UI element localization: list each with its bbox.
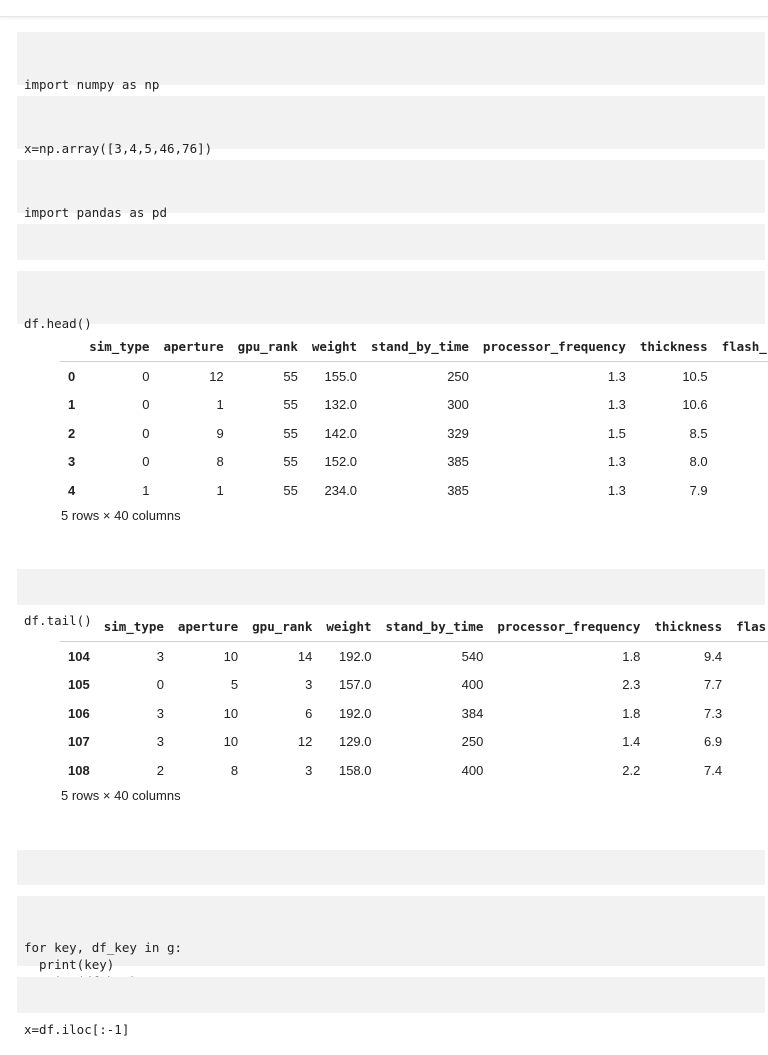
table-cell: 8 — [230, 762, 239, 778]
table-cell: 3 — [156, 705, 164, 721]
table-cell: 1.8 — [622, 648, 641, 664]
table-cell: 0 — [156, 677, 164, 693]
table-cell: 400 — [461, 762, 484, 778]
table-cell: 1.5 — [607, 425, 626, 441]
column-header: stand_by_time — [379, 611, 491, 642]
table-cell: 6 — [305, 705, 313, 721]
dataframe-table — [60, 611, 768, 785]
code-cell[interactable] — [17, 850, 765, 885]
table-cell: 7.4 — [704, 762, 723, 778]
column-header: thickness — [633, 331, 715, 362]
table-cell — [729, 699, 768, 728]
column-header: aperture — [171, 611, 245, 642]
table-cell: 385 — [447, 454, 469, 470]
code-text: for key, df_key in g: print(key) — [24, 940, 183, 972]
row-index: 106 — [68, 705, 90, 721]
dataframe-output-head — [0, 331, 768, 531]
table-row — [60, 728, 768, 757]
table-cell: 192.0 — [338, 648, 372, 664]
code-text: x=np.array([3,4,5,46,76]) — [24, 141, 213, 156]
row-index: 0 — [68, 368, 76, 384]
table-cell: 55 — [283, 425, 298, 441]
table-row — [60, 756, 768, 785]
table-cell: 3 — [156, 648, 164, 664]
table-cell: 152.0 — [324, 454, 358, 470]
column-header: processor_frequency — [490, 611, 647, 642]
table-cell: 142.0 — [324, 425, 358, 441]
table-cell: 2.3 — [622, 677, 641, 693]
code-text: df.tail() — [24, 613, 92, 628]
column-header: thickness — [647, 611, 729, 642]
table-row — [60, 448, 768, 477]
table-cell: 0 — [142, 454, 150, 470]
rows-columns-note: 5 rows × 40 columns — [61, 508, 181, 523]
table-cell — [729, 728, 768, 757]
table-cell: 300 — [447, 397, 469, 413]
row-index: 3 — [68, 454, 76, 470]
column-header: weight — [319, 611, 378, 642]
table-cell: 2 — [156, 762, 164, 778]
code-cell[interactable] — [17, 977, 765, 1037]
table-cell: 9.4 — [704, 648, 723, 664]
table-row — [60, 671, 768, 700]
code-cell[interactable] — [17, 32, 765, 92]
code-cell[interactable] — [17, 160, 765, 220]
code-cell[interactable] — [17, 96, 765, 156]
table-cell: 3 — [305, 762, 313, 778]
table-cell: 192.0 — [338, 705, 372, 721]
table-cell: 2.2 — [622, 762, 641, 778]
code-cell[interactable] — [17, 224, 765, 260]
table-row — [60, 476, 768, 505]
code-text: x=df.iloc[:-1] — [24, 1022, 130, 1037]
table-cell: 12 — [297, 734, 313, 750]
table-cell: 1 — [216, 482, 224, 498]
table-cell: 3 — [305, 677, 313, 693]
table-cell — [715, 448, 768, 477]
table-cell: 55 — [283, 397, 298, 413]
table-cell: 329 — [447, 425, 469, 441]
table-cell: 1.8 — [622, 705, 641, 721]
table-cell: 1.3 — [607, 397, 626, 413]
row-index: 107 — [68, 734, 90, 750]
code-text: df.head() — [24, 316, 92, 331]
table-row — [60, 391, 768, 420]
index-header — [60, 331, 82, 362]
table-cell: 3 — [156, 734, 164, 750]
table-cell: 1.3 — [607, 482, 626, 498]
table-cell: 1 — [216, 397, 224, 413]
code-text: import numpy as np — [24, 77, 160, 92]
table-cell: 157.0 — [338, 677, 372, 693]
column-header: sim_type — [97, 611, 171, 642]
table-cell: 1 — [142, 482, 150, 498]
table-cell: 129.0 — [338, 734, 372, 750]
row-index: 104 — [68, 648, 90, 664]
table-cell — [729, 671, 768, 700]
table-cell: 234.0 — [324, 482, 358, 498]
column-header: processor_frequency — [476, 331, 633, 362]
table-cell — [715, 391, 768, 420]
table-cell: 155.0 — [324, 368, 358, 384]
column-header: sim_type — [82, 331, 156, 362]
column-header: gpu_rank — [245, 611, 319, 642]
table-cell: 0 — [142, 397, 150, 413]
table-row — [60, 642, 768, 671]
table-cell: 10 — [223, 734, 239, 750]
table-cell: 12 — [209, 368, 224, 384]
table-header-row — [60, 611, 768, 642]
table-cell: 400 — [461, 677, 484, 693]
dataframe-table — [60, 331, 768, 505]
table-cell: 0 — [142, 425, 150, 441]
column-header: stand_by_time — [364, 331, 476, 362]
table-cell: 10 — [223, 705, 239, 721]
table-cell: 6.9 — [704, 734, 723, 750]
table-header-row — [60, 331, 768, 362]
column-header: flas — [729, 611, 768, 642]
row-index: 1 — [68, 397, 76, 413]
top-bar — [0, 0, 768, 17]
code-cell[interactable] — [17, 271, 765, 331]
code-cell[interactable] — [17, 896, 765, 972]
table-cell: 9 — [216, 425, 224, 441]
table-cell: 55 — [283, 482, 298, 498]
row-index: 4 — [68, 482, 76, 498]
table-cell: 5 — [230, 677, 239, 693]
table-cell: 55 — [283, 368, 298, 384]
table-cell: 385 — [447, 482, 469, 498]
row-index: 2 — [68, 425, 76, 441]
table-cell: 8 — [216, 454, 224, 470]
column-header: aperture — [156, 331, 230, 362]
table-cell — [715, 419, 768, 448]
table-cell: 7.9 — [689, 482, 708, 498]
table-cell: 7.3 — [704, 705, 723, 721]
table-cell: 132.0 — [324, 397, 358, 413]
column-header: gpu_rank — [231, 331, 305, 362]
table-cell: 250 — [461, 734, 484, 750]
table-cell: 55 — [283, 454, 298, 470]
table-row — [60, 699, 768, 728]
column-header: flash_ — [715, 331, 768, 362]
table-cell: 8.0 — [689, 454, 708, 470]
table-cell: 540 — [461, 648, 484, 664]
index-header — [60, 611, 97, 642]
table-cell: 7.7 — [704, 677, 723, 693]
table-row — [60, 419, 768, 448]
table-cell — [729, 642, 768, 671]
table-cell: 10.6 — [682, 397, 708, 413]
table-cell — [715, 476, 768, 505]
table-cell: 1.3 — [607, 368, 626, 384]
table-cell — [715, 362, 768, 391]
table-cell: 1.4 — [622, 734, 641, 750]
table-cell: 250 — [447, 368, 469, 384]
code-text: import pandas as pd — [24, 205, 167, 220]
table-cell: 14 — [297, 648, 313, 664]
table-cell: 0 — [142, 368, 150, 384]
row-index: 105 — [68, 677, 90, 693]
dataframe-output-tail — [0, 611, 768, 811]
table-cell: 158.0 — [338, 762, 372, 778]
table-cell — [729, 756, 768, 785]
table-cell: 10 — [223, 648, 239, 664]
rows-columns-note: 5 rows × 40 columns — [61, 788, 181, 803]
table-row — [60, 362, 768, 391]
table-cell: 384 — [461, 705, 484, 721]
table-cell: 10.5 — [682, 368, 708, 384]
table-cell: 8.5 — [689, 425, 708, 441]
row-index: 108 — [68, 762, 90, 778]
column-header: weight — [305, 331, 364, 362]
table-cell: 1.3 — [607, 454, 626, 470]
